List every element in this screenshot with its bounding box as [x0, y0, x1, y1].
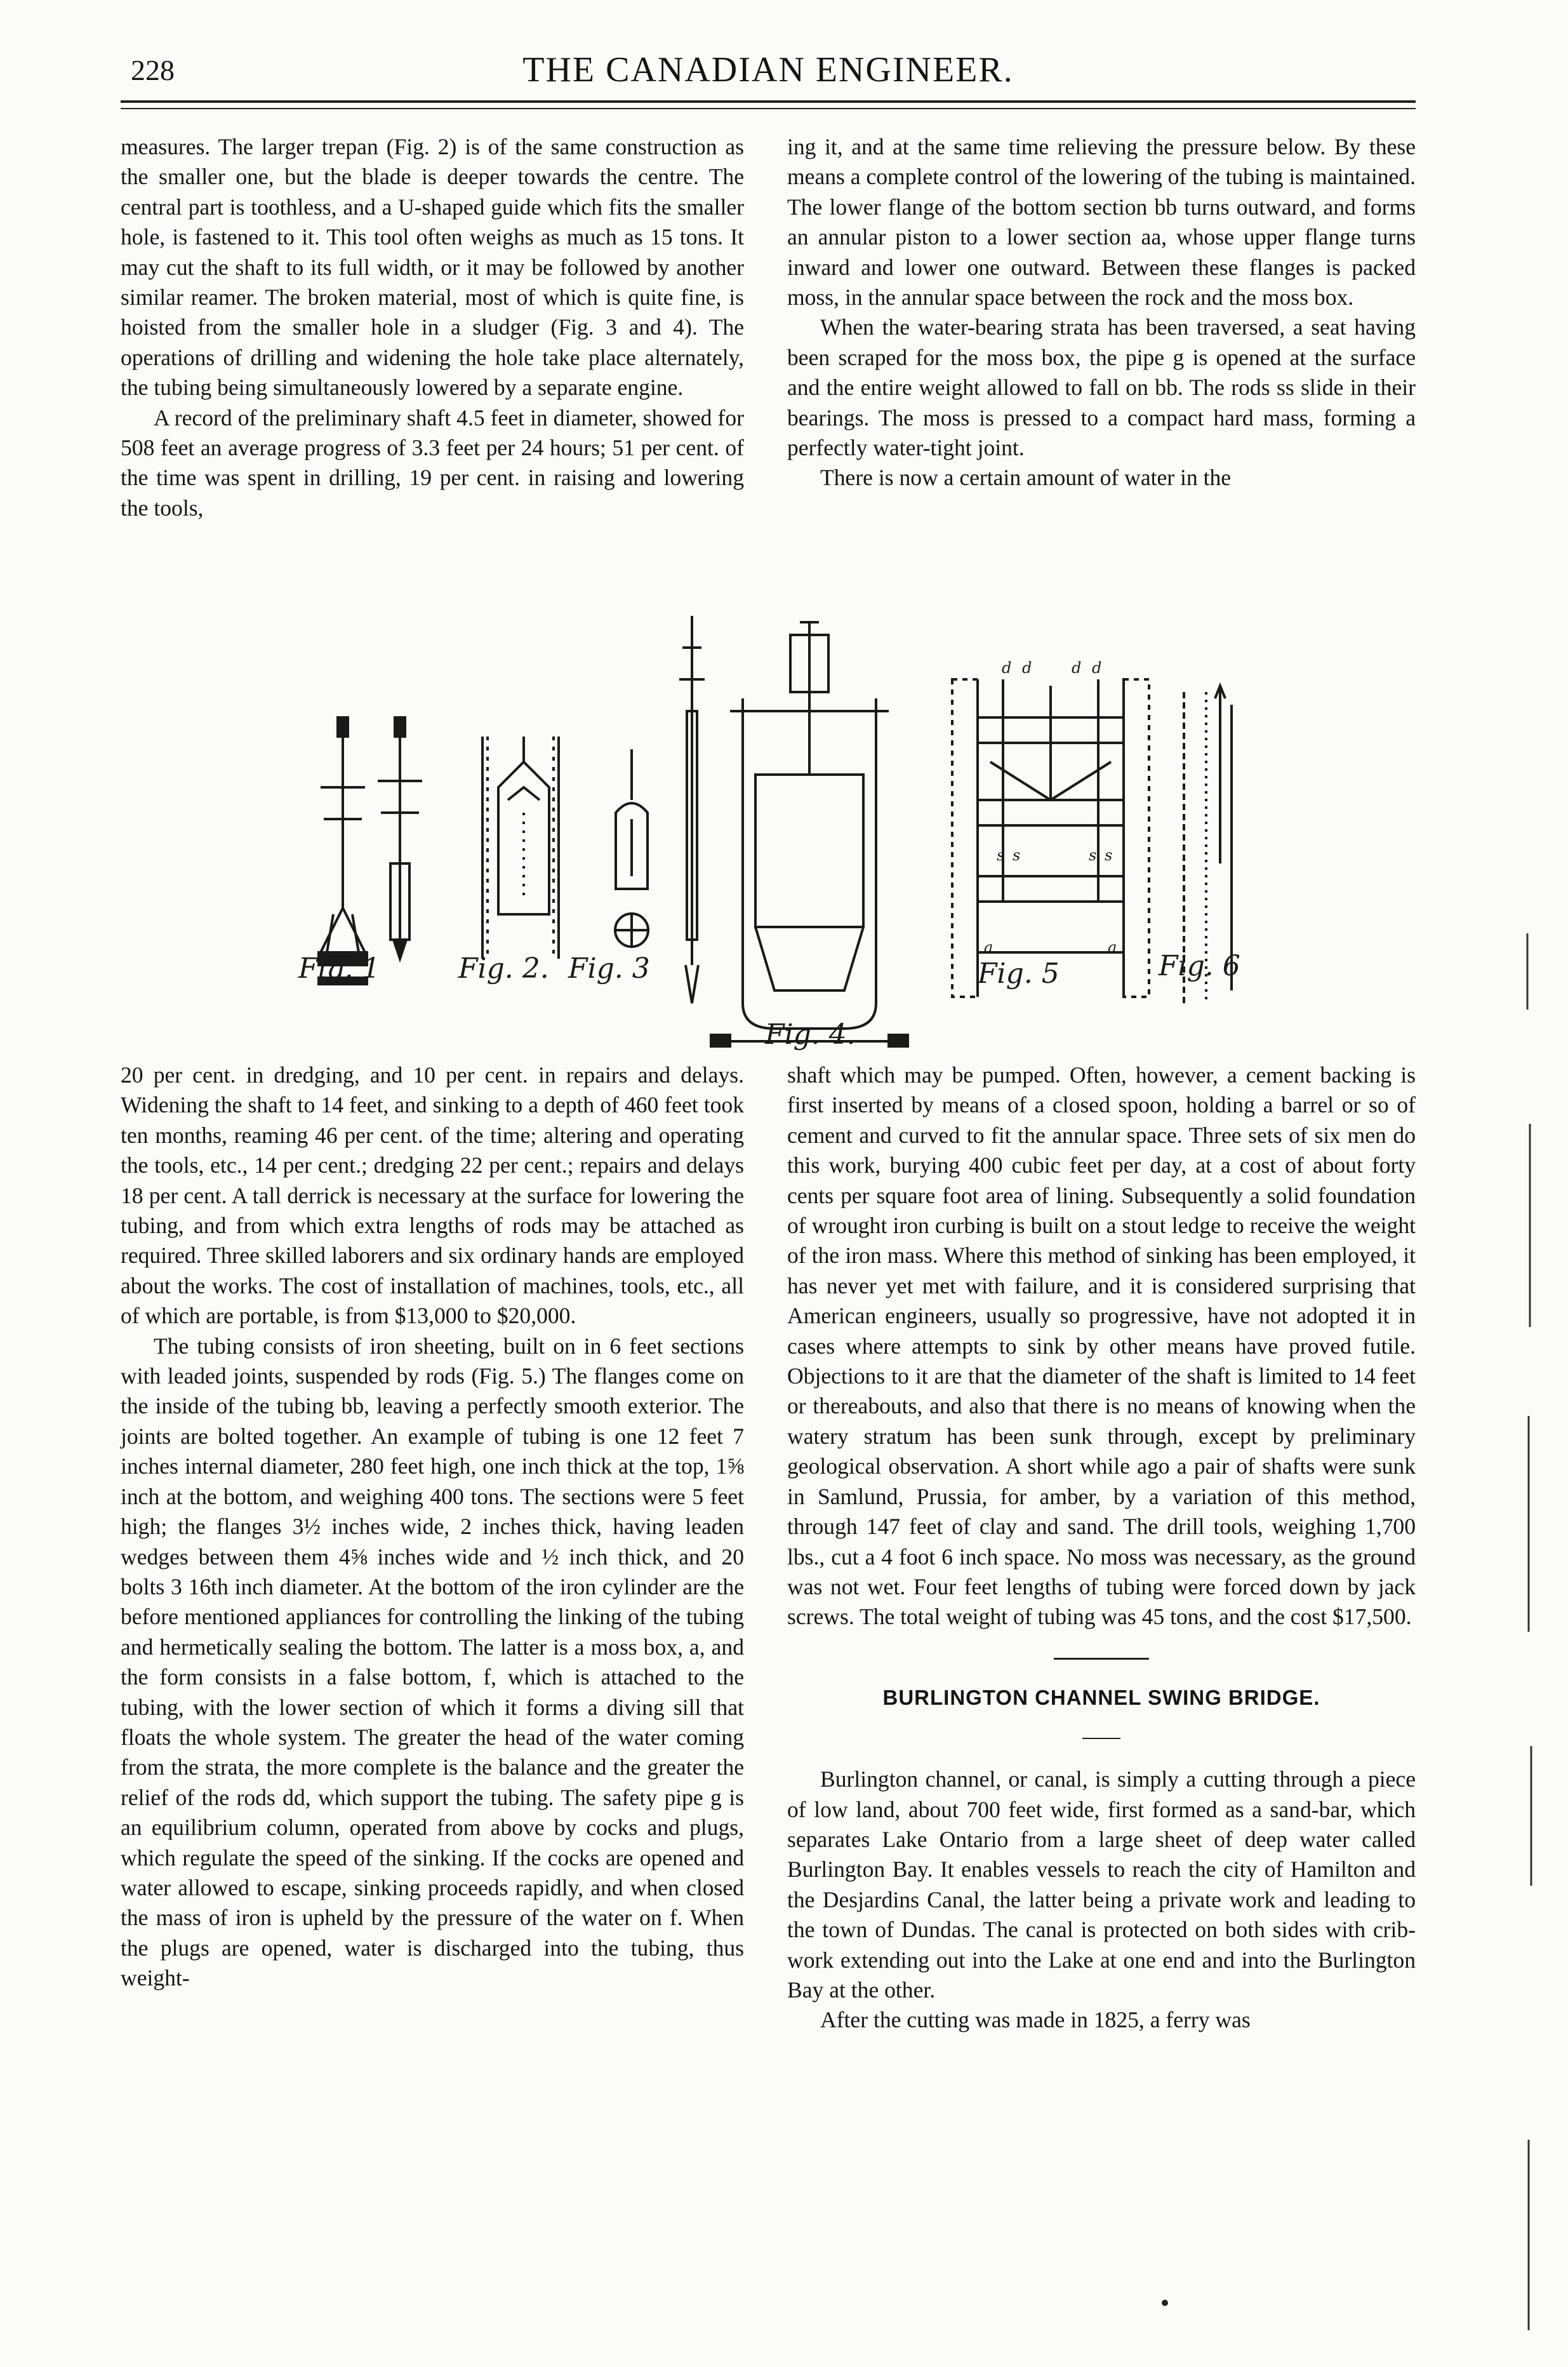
caption-fig6: Fig. 6: [1159, 950, 1240, 982]
paragraph: There is now a certain amount of water in the: [820, 465, 1232, 491]
paragraph: 20 per cent. in dredging, and 10 per cent. in repairs and delays. Widening the shaft to 14 feet, and sinking to a depth of 460 feet took ten months, reaming 46 per cent. of the time; altering and operating the tools, etc., 14 per cent.; dredging 22 per cent.; repairs and delays 18 per cent. A tall derrick is necessary at the surface for lowering the tubing, and from which extra lengths of rods may be attached as required. Three skilled laborers and six ordinary hands are employed about the works. The cost of installation of machines, tools, etc., all of which are portable, is from $13,000 to $20,000.: [121, 1062, 744, 1329]
fig5-drawing: [952, 679, 1149, 997]
column-right-top: [787, 132, 1416, 493]
page-number: 228: [131, 54, 175, 86]
caption-fig5: Fig. 5: [978, 957, 1060, 990]
svg-text:d: d: [1002, 659, 1012, 677]
svg-text:d: d: [1022, 659, 1032, 677]
page-edge-scan-artifact: [1524, 933, 1535, 2356]
page-header: [121, 30, 1416, 89]
column-right-bottom: [787, 1060, 1416, 2036]
running-title: THE CANADIAN ENGINEER.: [522, 50, 1014, 90]
paragraph: The tubing consists of iron sheeting, built on in 6 feet sections with leaded joints, suspended by rods (Fig. 5.) The flanges come on the inside of the tubing bb, leaving a perfectly smooth exterior. The joints are bolted together. An example of tubing is one 12 feet 7 inches internal diameter, 280 feet high, one inch thick at the top, 1⅝ inch at the bottom, and weighing 400 tons. The sections were 5 feet high; the flanges 3½ inches wide, 2 inches thick, having leaden wedges between them 4⅝ inches wide and ½ inch thick, and 20 bolts 3 16th inch diameter. At the bottom of the iron cylinder are the before mentioned appliances for controlling the linking of the tubing and hermetically sealing the bottom. The latter is a moss box, a, and the form consists in a false bottom, f, which is attached to the tubing, with the lower section of which it forms a diving sill that floats the whole system. The greater the head of the water coming from the strata, the more complete is the balance and the greater the relief of the rods dd, which support the tubing. The safety pipe g is an equilibrium column, operated from above by cocks and plugs, which regulate the speed of the sinking. If the cocks are opened and water allowed to escape, sinking proceeds rapidly, and when closed the mass of iron is upheld by the pressure of the water on f. When the plugs are opened, water is discharged into the tubing, thus weight-: [121, 1333, 744, 1991]
section-heading: BURLINGTON CHANNEL SWING BRIDGE.: [882, 1685, 1320, 1709]
svg-text:d: d: [1072, 659, 1082, 677]
header-rule: [121, 100, 1416, 103]
paragraph: Burlington channel, or canal, is simply a cutting through a piece of low land, about 700 feet wide, first formed as a sand-bar, which separates Lake Ontario from a large sheet of deep water called Burlington Bay. It enables vessels to reach the city of Hamilton and the Desjardins Canal, the latter being a private work and leading to the town of Dundas. The canal is protected on both sides with crib-work extending out into the Lake at one end and into the Burlington Bay at the other.: [787, 1766, 1416, 2003]
paragraph: measures. The larger trepan (Fig. 2) is of the same construction as the smaller one, but the blade is deeper towards the centre. The central part is toothless, and a U-shaped guide which fits the smaller hole, is fastened to it. This tool often weighs as much as 15 tons. It may cut the shaft to its full width, or it may be followed by another similar reamer. The broken material, most of which is quite fine, is hoisted from the smaller hole in a sludger (Fig. 3 and 4). The operations of drilling and widening the hole take place alternately, the tubing being simultaneously lowered by a separate engine.: [121, 134, 744, 401]
svg-text:a: a: [1108, 938, 1117, 956]
paragraph: ing it, and at the same time relieving the pressure below. By these means a complete control of the lowering of the tubing is maintained. The lower flange of the bottom section bb turns outward, and forms an annular piston to a lower section aa, whose upper flange turns inward and lower one outward. Between these flanges is packed moss, in the annular space between the rock and the moss box.: [787, 134, 1416, 310]
svg-text:s: s: [1105, 846, 1113, 864]
section-divider: [1054, 1658, 1149, 1660]
section-divider-short: [1082, 1738, 1120, 1739]
column-left-bottom: [121, 1060, 744, 1994]
fig2-drawing: [482, 737, 559, 959]
svg-text:d: d: [1092, 659, 1102, 677]
caption-fig3: Fig. 3: [568, 952, 650, 985]
fig4-drawing: [679, 616, 908, 1048]
paragraph: A record of the preliminary shaft 4.5 feet in diameter, showed for 508 feet an average progress of 3.3 feet per 24 hours; 51 per cent. of the time was spent in drilling, 19 per cent. in raising and lowering the tools,: [121, 404, 744, 521]
header-rule-thin: [121, 108, 1416, 109]
svg-text:a: a: [984, 938, 993, 956]
stray-mark: [1162, 2300, 1168, 2306]
svg-text:s: s: [997, 846, 1005, 864]
paragraph: shaft which may be pumped. Often, however, a cement backing is first inserted by means of a closed spoon, holding a barrel or so of cement and curved to fit the annular space. Three sets of six men do this work, burying 400 cubic feet per day, at a cost of about forty cents per square foot area of lining. Subsequently a solid foundation of wrought iron curbing is built on a stout ledge to receive the weight of the iron mass. Where this method of sinking has been employed, it has never yet met with failure, and it is considered surprising that American engineers, usually so progressive, have not adopted it in cases where attempts to sink by other means have proved futile. Objections to it are that the diameter of the shaft is limited to 14 feet or thereabouts, and also that there is no means of knowing when the watery stratum has been sunk through, except by preliminary geological observation. A short while ago a pair of shafts were sunk in Samlund, Prussia, for amber, by a variation of this method, through 147 feet of clay and sand. The drill tools, weighing 1,700 lbs., cut a 4 foot 6 inch space. No moss was necessary, as the ground was not wet. Four feet lengths of tubing were forced down by jack screws. The total weight of tubing was 45 tons, and the cost $17,500.: [787, 1062, 1416, 1630]
paragraph: When the water-bearing strata has been traversed, a seat having been scraped for the moss box, the pipe g is opened at the surface and the entire weight allowed to fall on bb. The rods ss slide in their bearings. The moss is pressed to a compact hard mass, forming a perfectly water-tight joint.: [787, 314, 1416, 461]
column-left-top: [121, 132, 744, 523]
caption-fig1: Fig. 1: [298, 952, 380, 985]
paragraph: After the cutting was made in 1825, a ferry was: [820, 2007, 1251, 2033]
svg-text:s: s: [1013, 846, 1021, 864]
caption-fig2: Fig. 2.: [458, 952, 549, 985]
fig3-drawing: [615, 749, 648, 947]
fig1-drawing: [319, 717, 422, 984]
caption-fig4: Fig. 4.: [765, 1018, 856, 1051]
figures-illustration: [273, 610, 1441, 1048]
svg-text:s: s: [1089, 846, 1097, 864]
